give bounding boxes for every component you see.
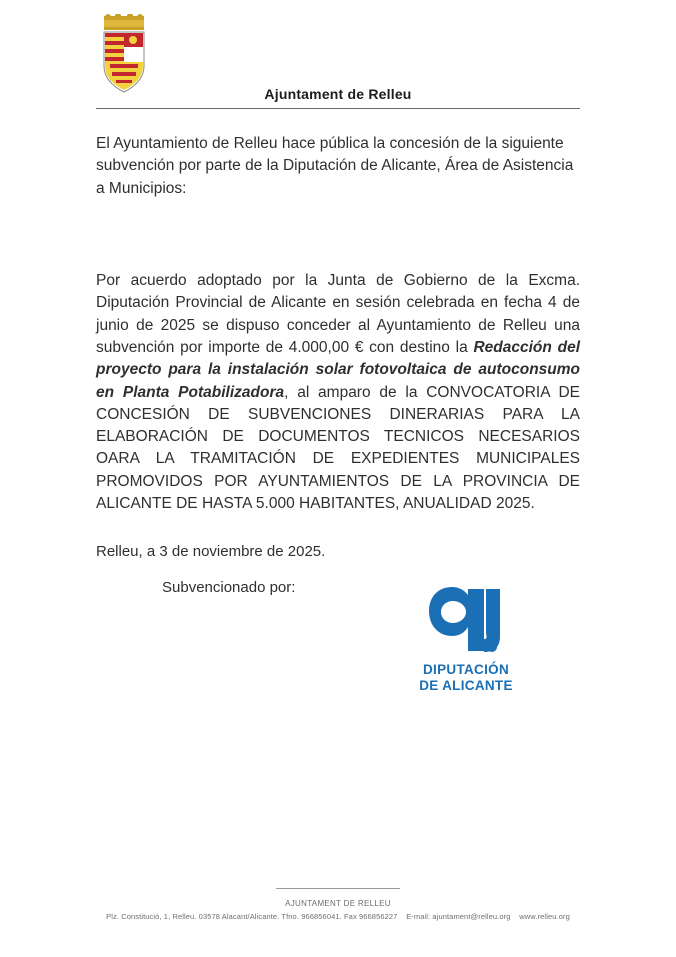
document-header [0,0,676,112]
logo-text-line2: DE ALICANTE [419,677,513,693]
sponsored-by-label: Subvencionado por: [162,578,296,596]
place-and-date: Relleu, a 3 de noviembre de 2025. [96,543,326,561]
intro-paragraph: El Ayuntamiento de Relleu hace pública la concesión de la siguiente subvención por parte de la Diputación de Alicante, Área de Asistencia a Municipios: [96,135,574,197]
coat-of-arms-icon [96,14,152,94]
footer-email[interactable]: E-mail: ajuntament@relleu.org [406,912,511,921]
header-divider [96,108,580,109]
main-paragraph-part2: , al amparo de la CONVOCATORIA DE CONCESIÓN DE SUBVENCIONES DINERARIAS PARA LA ELABORACIÓN DE DOCUMENTOS TECNICOS NECESARIOS OARA LA TRAMITACIÓN DE EXPEDIENTES MUNICIPALES PROMOVIDOS POR AYUNTAMIENTOS DE LA PROVINCIA DE ALICANTE DE HASTA 5.000 HABITANTES, ANUALIDAD 2025. [96,383,580,513]
document-body [96,133,580,599]
footer-website[interactable]: www.relleu.org [519,912,570,921]
diputacion-alicante-logo [402,571,530,706]
document-footer [0,899,676,921]
page-title: Ajuntament de Relleu [264,86,412,102]
logo-text-line1: DIPUTACIÓN [423,662,509,677]
main-paragraph [96,270,580,515]
footer-address: Plz. Constitució, 1, Relleu. 03578 Alacant/Alicante. Tfno. 966856041. Fax 966856227 [106,912,398,921]
grant-purpose-highlight: Redacción del proyecto para la instalación solar fotovoltaica de autoconsumo en Planta Potabilizadora [96,338,580,401]
footer-entity: AJUNTAMENT DE RELLEU [285,899,391,908]
logo-a-icon [422,581,514,659]
logo-text [402,662,530,693]
main-paragraph-part1: Por acuerdo adoptado por la Junta de Gobierno de la Excma. Diputación Provincial de Alicante en sesión celebrada en fecha 4 de junio de 2025 se dispuso conceder al Ayuntamiento de Relleu una subvención por importe de 4.000,00 € con destino la [96,271,580,356]
footer-divider [276,888,400,889]
footer-contact [0,912,676,921]
